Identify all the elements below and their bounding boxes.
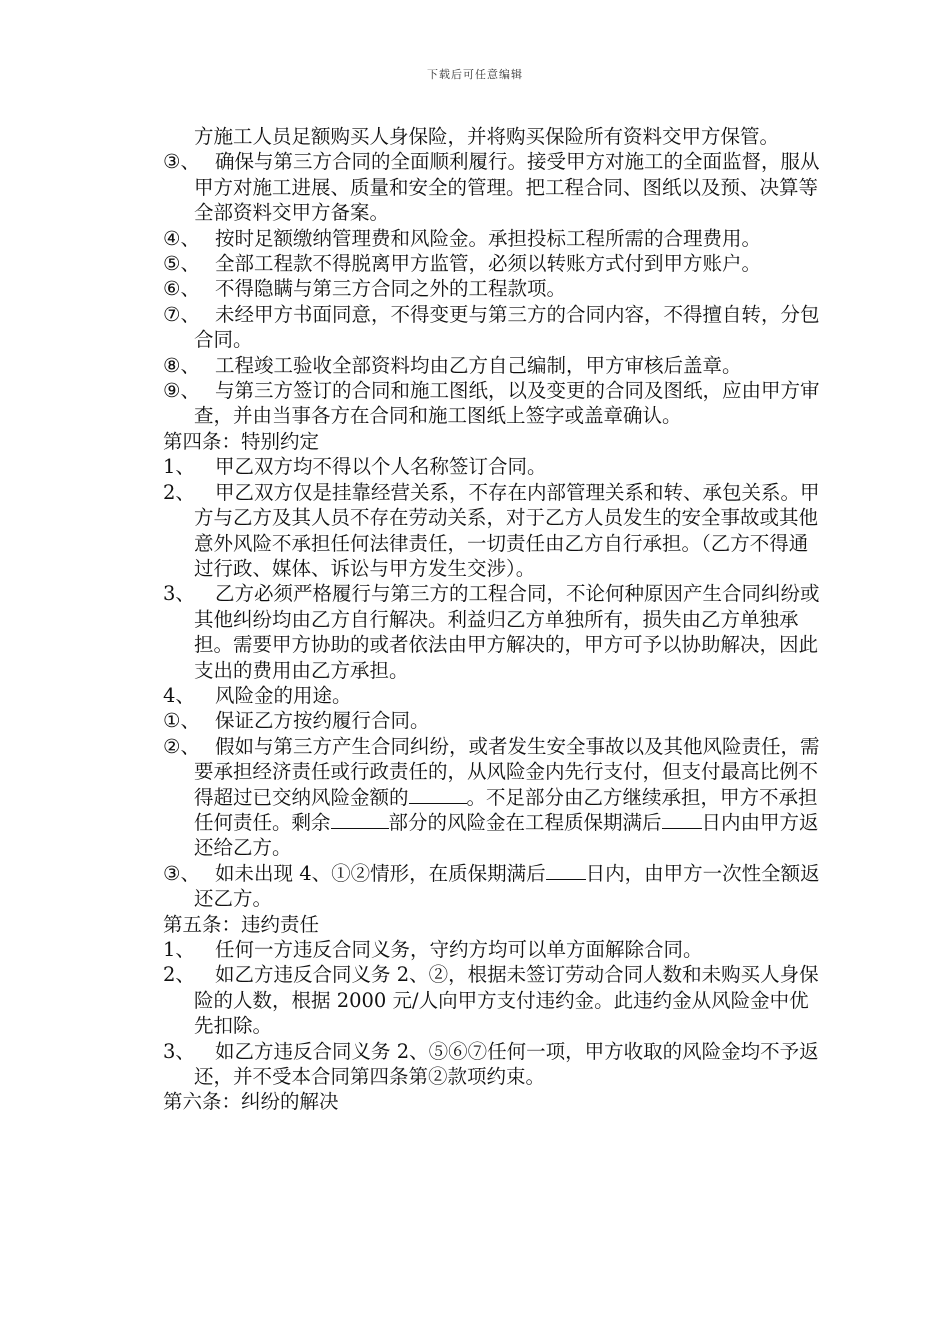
clause-marker: ②、 bbox=[163, 734, 200, 758]
clause-text: 如乙方违反合同义务 2、②，根据未签订劳动合同人数和未购买人身保险的人数，根据 2000 元/人向甲方支付违约金。此违约金从风险金中优先扣除。 bbox=[194, 963, 819, 1038]
clause-marker: ③、 bbox=[163, 861, 200, 885]
clause-marker: 3、 bbox=[163, 582, 195, 606]
clause-item bbox=[163, 480, 823, 582]
fill-in-blank bbox=[331, 811, 389, 829]
clause-text: 甲乙双方仅是挂靠经营关系，不存在内部管理关系和转、承包关系。甲方与乙方及其人员不存在劳动关系，对于乙方人员发生的安全事故或其他意外风险不承担任何法律责任，一切责任由乙方自行承担。（乙方不得通过行政、媒体、诉讼与甲方发生交涉）。 bbox=[194, 480, 820, 580]
contract-body bbox=[163, 124, 823, 1115]
clause-text: 风险金的用途。 bbox=[215, 683, 352, 707]
clause-marker: ①、 bbox=[163, 709, 200, 733]
fill-in-blank bbox=[409, 786, 467, 804]
clause-item bbox=[163, 683, 823, 708]
clause-marker: 1、 bbox=[163, 938, 195, 961]
clause-item bbox=[163, 454, 823, 479]
clause-text: 未经甲方书面同意，不得变更与第三方的合同内容，不得擅自转，分包合同。 bbox=[194, 302, 820, 352]
paragraph-continuation: 方施工人员足额购买人身保险，并将购买保险所有资料交甲方保管。 bbox=[194, 125, 780, 148]
clause-text: 不得隐瞒与第三方合同之外的工程款项。 bbox=[215, 277, 567, 301]
clause-text: 全部工程款不得脱离甲方监管，必须以转账方式付到甲方账户。 bbox=[215, 252, 762, 276]
clause-marker: ④、 bbox=[163, 226, 200, 250]
clause-item bbox=[163, 149, 823, 225]
clause-marker: ③、 bbox=[163, 150, 200, 174]
fill-in-blank bbox=[546, 862, 586, 880]
clause-text: 确保与第三方合同的全面顺利履行。接受甲方对施工的全面监督，服从甲方对施工进展、质量和安全的管理。把工程合同、图纸以及预、决算等全部资料交甲方备案。 bbox=[194, 150, 820, 225]
clause-item bbox=[163, 962, 823, 1038]
clause-marker: ⑨、 bbox=[163, 379, 200, 403]
page-header-note: 下载后可任意编辑 bbox=[427, 68, 523, 81]
clause-text: 。不足部分由乙方继续承担，甲方不承担任何责任。剩余 bbox=[194, 785, 818, 834]
clause-marker: 1、 bbox=[163, 455, 195, 479]
fill-in-blank bbox=[662, 811, 702, 829]
clause-text: 如未出现 4、①②情形，在质保期满后 bbox=[215, 861, 546, 885]
clause-text: 如乙方违反合同义务 2、⑤⑥⑦任何一项，甲方收取的风险金均不予返还，并不受本合同第四条第②款项约束。 bbox=[194, 1039, 819, 1089]
clause-item bbox=[163, 734, 823, 861]
clause-text: 按时足额缴纳管理费和风险金。承担投标工程所需的合理费用。 bbox=[215, 226, 762, 250]
clause-item bbox=[163, 861, 823, 912]
clause-marker: 4、 bbox=[163, 683, 195, 707]
clause-item bbox=[163, 937, 823, 962]
clause-marker: ⑤、 bbox=[163, 252, 200, 276]
clause-text: 假如与第三方产生合同纠纷，或者发生安全事故以及其他风险责任，需要承担经济责任或行政责任的，从风险金内先行支付，但支付最高比例不得超过已交纳风险金额的 bbox=[194, 734, 820, 809]
section-heading: 第四条：特别约定 bbox=[163, 429, 320, 453]
clause-text: 乙方必须严格履行与第三方的工程合同，不论何种原因产生合同纠纷或其他纠纷均由乙方自行解决。利益归乙方单独所有，损失由乙方单独承担。需要甲方协助的或者依法由甲方解决的，甲方可予以协助解决，因此支出的费用由乙方承担。 bbox=[194, 582, 820, 682]
clause-item bbox=[163, 1039, 823, 1090]
clause-marker: 2、 bbox=[163, 963, 195, 987]
clause-text: 保证乙方按约履行合同。 bbox=[215, 709, 430, 733]
clause-marker: ⑦、 bbox=[163, 302, 200, 326]
clause-text: 日内由甲方返还给乙方。 bbox=[194, 810, 819, 860]
clause-text: 甲乙双方均不得以个人名称签订合同。 bbox=[215, 455, 547, 479]
clause-item bbox=[163, 378, 823, 429]
section-heading: 第五条：违约责任 bbox=[163, 912, 320, 936]
clause-item bbox=[163, 251, 823, 276]
clause-marker: 3、 bbox=[163, 1039, 195, 1063]
clause-item bbox=[163, 302, 823, 353]
clause-marker: 2、 bbox=[163, 480, 195, 504]
clause-text: 部分的风险金在工程质保期满后 bbox=[388, 810, 662, 834]
clause-text: 日内，由甲方一次性全额返还乙方。 bbox=[194, 861, 820, 911]
clause-text: 工程竣工验收全部资料均由乙方自己编制，甲方审核后盖章。 bbox=[215, 353, 742, 377]
clause-item bbox=[163, 708, 823, 733]
section-heading: 第六条：纠纷的解决 bbox=[163, 1090, 339, 1114]
clause-text: 与第三方签订的合同和施工图纸，以及变更的合同及图纸，应由甲方审查，并由当事各方在合同和施工图纸上签字或盖章确认。 bbox=[194, 379, 820, 428]
clause-item bbox=[163, 581, 823, 683]
clause-marker: ⑥、 bbox=[163, 277, 200, 301]
clause-item bbox=[163, 226, 823, 251]
clause-item bbox=[163, 353, 823, 378]
clause-text: 任何一方违反合同义务，守约方均可以单方面解除合同。 bbox=[215, 938, 703, 961]
clause-marker: ⑧、 bbox=[163, 353, 200, 377]
clause-item bbox=[163, 276, 823, 301]
